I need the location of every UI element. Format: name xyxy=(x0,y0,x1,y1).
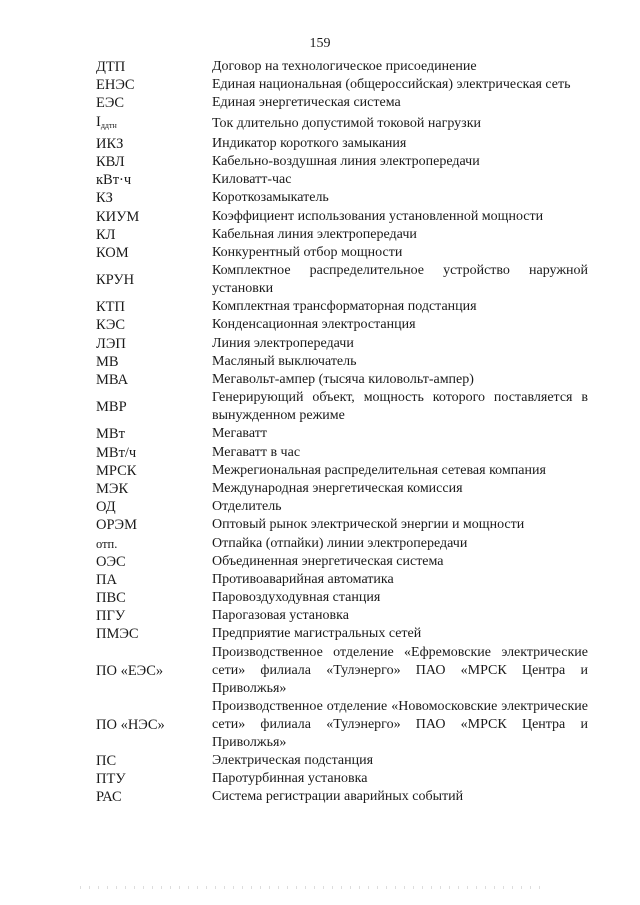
definition: Короткозамыкатель xyxy=(212,190,329,206)
definition: Паротурбинная установка xyxy=(212,771,368,787)
abbreviation: ЕНЭС xyxy=(96,77,135,94)
definition: Отделитель xyxy=(212,499,282,515)
definition: Объединенная энергетическая система xyxy=(212,553,444,569)
abbreviation: МЭК xyxy=(96,480,129,497)
abbreviation: МВт xyxy=(96,426,125,443)
list-item xyxy=(96,262,588,298)
list-item xyxy=(96,444,588,462)
abbreviation: МРСК xyxy=(96,462,137,479)
list-item xyxy=(96,171,588,189)
list-item xyxy=(96,389,588,425)
definition: Оптовый рынок электрической энергии и мощности xyxy=(212,517,525,533)
list-item xyxy=(96,94,588,112)
abbreviation: ОД xyxy=(96,499,116,516)
abbreviation: отп. xyxy=(96,536,118,551)
list-item xyxy=(96,58,588,76)
definition: Единая национальная (общероссийская) электрическая сеть xyxy=(212,77,571,93)
definition: Масляный выключатель xyxy=(212,353,357,369)
list-item xyxy=(96,589,588,607)
definition: Предприятие магистральных сетей xyxy=(212,626,422,642)
list-item xyxy=(96,226,588,244)
abbreviation: КРУН xyxy=(96,272,135,289)
definition: Электрическая подстанция xyxy=(212,753,374,768)
abbreviation: ПВС xyxy=(96,590,126,607)
definition: Единая энергетическая система xyxy=(212,95,401,111)
definition: Отпайка (отпайки) линии электропередачи xyxy=(212,535,468,551)
abbreviation: ОЭС xyxy=(96,553,126,570)
definition: Международная энергетическая комиссия xyxy=(212,480,463,496)
definition: Производственное отделение «Ефремовские электрические сети» филиала «Тулэнерго» ПАО «МРСК Центра и Приволжья» xyxy=(212,644,588,696)
list-item xyxy=(96,752,588,770)
definition: Производственное отделение «Новомосковские электрические сети» филиала «Тулэнерго» ПАО «МРСК Центра и Приволжья» xyxy=(212,698,588,750)
list-item xyxy=(96,76,588,94)
definition: Противоаварийная автоматика xyxy=(212,571,394,587)
abbreviation: ПО «НЭС» xyxy=(96,716,165,733)
list-item xyxy=(96,113,588,135)
abbreviation: ПО «ЕЭС» xyxy=(96,662,164,679)
list-item xyxy=(96,480,588,498)
list-item xyxy=(96,625,588,643)
list-item xyxy=(96,208,588,226)
definition: Парогазовая установка xyxy=(212,608,349,624)
abbreviation: ПА xyxy=(96,571,117,588)
abbreviation: КТП xyxy=(96,299,125,316)
definition: Индикатор короткого замыкания xyxy=(212,135,407,151)
list-item xyxy=(96,553,588,571)
definition: Паровоздуходувная станция xyxy=(212,590,381,606)
abbreviation-main: I xyxy=(96,113,101,130)
list-item xyxy=(96,571,588,589)
abbreviation xyxy=(96,113,212,135)
abbreviation: МВР xyxy=(96,399,127,416)
abbreviation: РАС xyxy=(96,789,122,806)
scan-noise-strip xyxy=(80,886,540,889)
definition: Комплектная трансформаторная подстанция xyxy=(212,299,477,315)
list-item xyxy=(96,135,588,153)
definition: Линия электропередачи xyxy=(212,335,354,351)
abbreviation: ПС xyxy=(96,753,117,769)
abbreviation: МВА xyxy=(96,372,129,388)
list-item xyxy=(96,462,588,480)
definition: Мегаватт в час xyxy=(212,444,301,460)
definition: Ток длительно допустимой токовой нагрузки xyxy=(212,115,482,131)
list-item xyxy=(96,371,588,389)
list-item xyxy=(96,516,588,534)
abbreviation: МВт/ч xyxy=(96,444,137,461)
definition: Конденсационная электростанция xyxy=(212,317,416,333)
definition: Система регистрации аварийных событий xyxy=(212,789,464,805)
abbreviation: ОРЭМ xyxy=(96,517,138,534)
abbreviation: КИУМ xyxy=(96,208,140,225)
abbreviation: ЛЭП xyxy=(96,335,126,352)
list-item xyxy=(96,316,588,334)
list-item xyxy=(96,189,588,207)
abbreviation: ПМЭС xyxy=(96,626,139,643)
list-item xyxy=(96,353,588,371)
abbreviation: КОМ xyxy=(96,244,129,261)
definition: Договор на технологическое присоединение xyxy=(212,59,477,74)
abbreviation: ИКЗ xyxy=(96,135,124,152)
definition: Комплектное распределительное устройство наружной установки xyxy=(212,263,588,297)
definition: Мегаватт xyxy=(212,426,267,442)
list-item xyxy=(96,298,588,316)
definition: Межрегиональная распределительная сетевая компания xyxy=(212,462,546,478)
abbreviation: КЭС xyxy=(96,317,126,334)
abbreviation: КВЛ xyxy=(96,153,125,170)
definition: Генерирующий объект, мощность которого поставляется в вынужденном режиме xyxy=(212,390,588,424)
list-item xyxy=(96,698,588,752)
abbreviation: кВт·ч xyxy=(96,172,132,189)
list-item xyxy=(96,770,588,788)
list-item xyxy=(96,644,588,698)
abbreviation-subscript: ддтн xyxy=(100,120,117,130)
abbreviation: МВ xyxy=(96,353,119,370)
definition: Киловатт-час xyxy=(212,172,292,188)
list-item xyxy=(96,535,588,553)
page-number: 159 xyxy=(309,36,331,51)
abbreviation: ЕЭС xyxy=(96,95,125,112)
definition: Конкурентный отбор мощности xyxy=(212,244,403,260)
abbreviation: КЗ xyxy=(96,190,113,207)
list-item xyxy=(96,153,588,171)
abbreviation: ДТП xyxy=(96,59,126,75)
list-item xyxy=(96,335,588,353)
list-item xyxy=(96,607,588,625)
definition: Коэффициент использования установленной мощности xyxy=(212,208,544,224)
abbreviation: ПТУ xyxy=(96,771,126,788)
list-item xyxy=(96,425,588,443)
list-item xyxy=(96,244,588,262)
abbreviation: КЛ xyxy=(96,226,116,243)
definition: Мегавольт-ампер (тысяча киловольт-ампер) xyxy=(212,372,474,387)
definition: Кабельная линия электропередачи xyxy=(212,226,417,242)
abbreviation: ПГУ xyxy=(96,608,126,625)
list-item xyxy=(96,788,588,806)
definition: Кабельно-воздушная линия электропередачи xyxy=(212,153,480,169)
abbreviations-list xyxy=(96,58,588,807)
list-item xyxy=(96,498,588,516)
